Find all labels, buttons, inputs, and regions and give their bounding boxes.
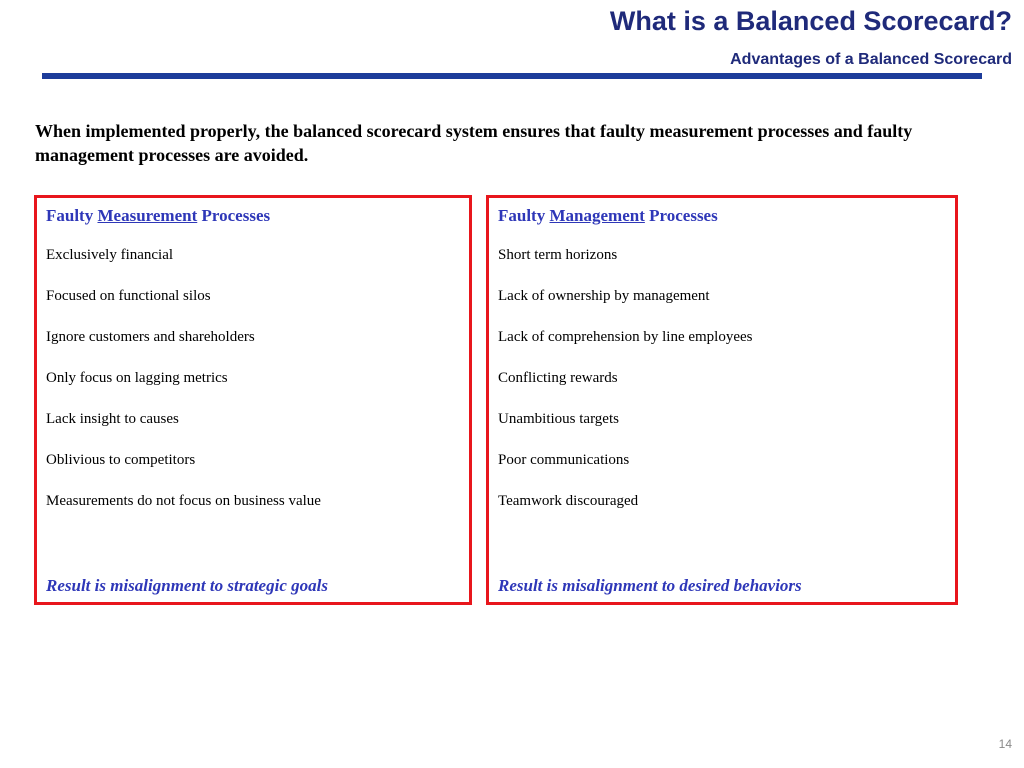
list-item: Lack of ownership by management xyxy=(498,288,710,304)
list-item: Conflicting rewards xyxy=(498,370,618,386)
faulty-management-result: Result is misalignment to desired behaviors xyxy=(498,576,802,595)
heading-prefix: Faulty xyxy=(498,206,550,225)
list-item: Ignore customers and shareholders xyxy=(46,329,255,345)
list-item: Teamwork discouraged xyxy=(498,493,639,509)
faulty-measurement-heading xyxy=(46,206,460,228)
faulty-measurement-box xyxy=(34,195,472,605)
list-item: Short term horizons xyxy=(498,247,618,263)
list-item: Unambitious targets xyxy=(498,411,619,427)
header-divider xyxy=(42,73,982,79)
slide-subtitle: Advantages of a Balanced Scorecard xyxy=(730,51,1012,68)
list-item: Focused on functional silos xyxy=(46,288,211,304)
faulty-measurement-list xyxy=(46,247,460,534)
list-item: Measurements do not focus on business value xyxy=(46,493,321,509)
list-item: Exclusively financial xyxy=(46,247,174,263)
list-item: Lack insight to causes xyxy=(46,411,179,427)
heading-prefix: Faulty xyxy=(46,206,98,225)
faulty-management-box xyxy=(486,195,958,605)
heading-underlined-word: Management xyxy=(549,206,645,225)
intro-paragraph: When implemented properly, the balanced scorecard system ensures that faulty measurement processes and faulty management processes are avoided. xyxy=(35,121,913,165)
heading-suffix: Processes xyxy=(644,206,718,225)
heading-underlined-word: Measurement xyxy=(97,206,198,225)
list-item: Lack of comprehension by line employees xyxy=(498,329,753,345)
list-item: Oblivious to competitors xyxy=(46,452,196,468)
list-item: Poor communications xyxy=(498,452,630,468)
slide-title: What is a Balanced Scorecard? xyxy=(609,6,1012,36)
heading-suffix: Processes xyxy=(197,206,271,225)
faulty-management-heading xyxy=(498,206,946,228)
faulty-measurement-result: Result is misalignment to strategic goals xyxy=(46,576,328,595)
faulty-management-list xyxy=(498,247,946,534)
page-number: 14 xyxy=(998,737,1012,751)
list-item: Only focus on lagging metrics xyxy=(46,370,228,386)
